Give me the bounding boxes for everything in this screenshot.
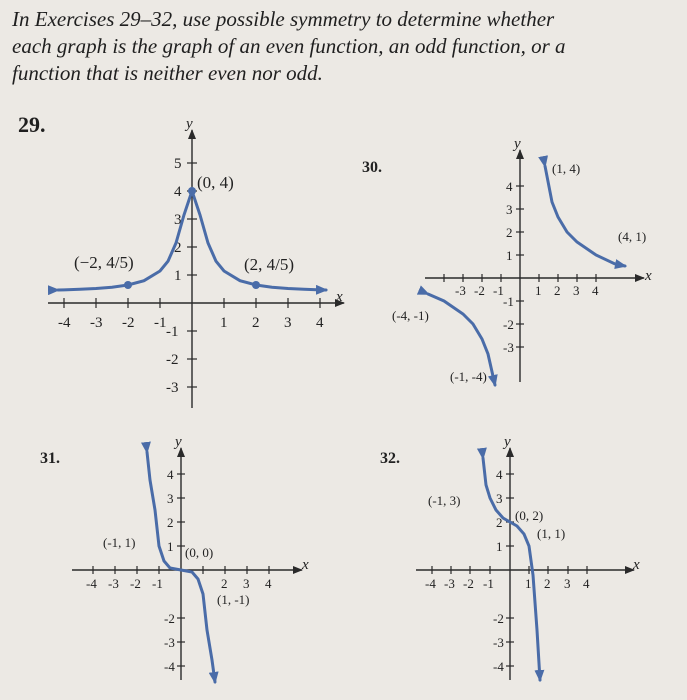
graph-31-x-tick-label: -2: [130, 576, 141, 591]
graph-29-y-tick-label: -1: [166, 324, 179, 340]
instructions-line-3: function that is neither even nor odd.: [12, 61, 323, 85]
graph-32-y-tick-label: -2: [493, 611, 504, 626]
instructions-line-2: each graph is the graph of an even function, an odd function, or a: [12, 34, 566, 58]
graph-30-x-tick-label: 2: [554, 283, 561, 298]
instructions-line-1: In Exercises 29–32, use possible symmetry to determine whether: [12, 7, 555, 31]
graph-30-x-tick-label: 1: [535, 283, 542, 298]
graph-31-y-tick-label: 3: [167, 491, 174, 506]
graph-30-x-tick-label: 4: [592, 283, 599, 298]
graph-29-y-tick-label: 1: [174, 268, 182, 284]
graph-31-point-label: (1, -1): [217, 592, 250, 607]
graph-32-x-tick-label: -2: [463, 576, 474, 591]
exercise-29-number: 29.: [18, 112, 46, 137]
graph-30: [362, 136, 652, 385]
graph-29-x-tick-label: -2: [122, 315, 135, 331]
graph-32-y-tick-label: 3: [496, 491, 503, 506]
graph-29-y-tick-label: 5: [174, 156, 182, 172]
graph-32-x-tick-label: -4: [425, 576, 436, 591]
graph-31-point-label: (-1, 1): [103, 535, 136, 550]
graph-30-point-label: (-4, -1): [392, 308, 429, 323]
graph-29-point-label: (0, 4): [197, 173, 234, 192]
graph-30-y-tick-label: 3: [506, 202, 513, 217]
graph-31-y-tick-label: 2: [167, 515, 174, 530]
graph-31-y-tick-label: 1: [167, 539, 174, 554]
graph-32-point-label: (-1, 3): [428, 493, 461, 508]
graph-32-curve: [483, 458, 540, 680]
graph-29-x-tick-label: 2: [252, 315, 260, 331]
graph-31-x-tick-label: 4: [265, 576, 272, 591]
graph-32-y-tick-label: -4: [493, 659, 504, 674]
graph-29-x-tick-label: 3: [284, 315, 292, 331]
graph-32: [380, 434, 640, 680]
graph-32-point-label: (1, 1): [537, 526, 566, 541]
graph-31-x-tick-label: 2: [221, 576, 228, 591]
graph-32-x-axis-label: x: [633, 557, 640, 573]
graph-30-x-axis-label: x: [645, 268, 652, 284]
graph-32-x-tick-label: 1: [525, 576, 532, 591]
graph-31-x-tick-label: -4: [86, 576, 97, 591]
graph-30-x-tick-label: -3: [455, 283, 466, 298]
graph-29-x-tick-label: 4: [316, 315, 324, 331]
graph-30-y-tick-label: -2: [503, 317, 514, 332]
graph-29-x-tick-label: -1: [154, 315, 167, 331]
graph-30-point-label: (1, 4): [552, 161, 581, 176]
graph-31-x-axis-label: x: [302, 557, 309, 573]
graph-32-y-tick-label: 2: [496, 515, 503, 530]
graph-30-curve-right: [545, 166, 625, 266]
graph-29: [48, 116, 344, 408]
graph-30-x-tick-label: -1: [493, 283, 504, 298]
graph-29-y-tick-label: 2: [174, 240, 182, 256]
graph-32-x-tick-label: -1: [483, 576, 494, 591]
graph-30-y-axis-label: y: [514, 136, 521, 152]
graph-30-x-tick-label: 3: [573, 283, 580, 298]
graph-31-x-tick-label: 3: [243, 576, 250, 591]
graph-29-point: [188, 187, 196, 195]
graph-29-y-tick-label: -2: [166, 352, 179, 368]
graph-31-y-axis-label: y: [175, 434, 182, 450]
exercise-31-number: 31.: [40, 450, 60, 467]
graph-30-y-tick-label: -1: [503, 294, 514, 309]
graph-32-point-label: (0, 2): [515, 508, 544, 523]
graph-30-point-label: (4, 1): [618, 229, 647, 244]
graph-30-point-label: (-1, -4): [450, 369, 487, 384]
graph-29-point: [124, 281, 132, 289]
graph-29-point-label: (2, 4/5): [244, 255, 295, 274]
graph-31-x-tick-label: -1: [152, 576, 163, 591]
graph-32-x-tick-label: 4: [583, 576, 590, 591]
graph-31-y-tick-label: 4: [167, 467, 174, 482]
graph-31-y-tick-label: -3: [164, 635, 175, 650]
graph-30-y-tick-label: 4: [506, 179, 513, 194]
graph-30-x-tick-label: -2: [474, 283, 485, 298]
graph-29-y-tick-label: 3: [174, 212, 182, 228]
graph-29-x-tick-label: -4: [58, 315, 71, 331]
graph-32-y-tick-label: -3: [493, 635, 504, 650]
graph-31-x-tick-label: -3: [108, 576, 119, 591]
graph-29-y-tick-label: 4: [174, 184, 182, 200]
graph-30-y-tick-label: 1: [506, 248, 513, 263]
graph-32-x-tick-label: 3: [564, 576, 571, 591]
graph-29-y-tick-label: -3: [166, 380, 179, 396]
graph-29-y-axis-label: y: [186, 116, 193, 132]
graph-30-y-tick-label: 2: [506, 225, 513, 240]
graph-32-y-axis-label: y: [504, 434, 511, 450]
graph-29-point-label: (−2, 4/5): [74, 253, 134, 272]
exercise-30-number: 30.: [362, 159, 382, 176]
graph-31: [40, 434, 309, 682]
graph-32-y-tick-label: 4: [496, 467, 503, 482]
graph-29-x-tick-label: -3: [90, 315, 103, 331]
graph-31-point-label: (0, 0): [185, 545, 214, 560]
graph-32-x-tick-label: -3: [444, 576, 455, 591]
graph-32-y-tick-label: 1: [496, 539, 503, 554]
graph-31-y-tick-label: -2: [164, 611, 175, 626]
graph-32-x-tick-label: 2: [544, 576, 551, 591]
exercise-32-number: 32.: [380, 450, 400, 467]
graph-29-x-axis-label: x: [336, 289, 343, 305]
graph-29-point: [252, 281, 260, 289]
graph-30-y-tick-label: -3: [503, 340, 514, 355]
graph-31-y-tick-label: -4: [164, 659, 175, 674]
graph-30-y-ticks: [503, 179, 524, 355]
graph-29-x-tick-label: 1: [220, 315, 228, 331]
